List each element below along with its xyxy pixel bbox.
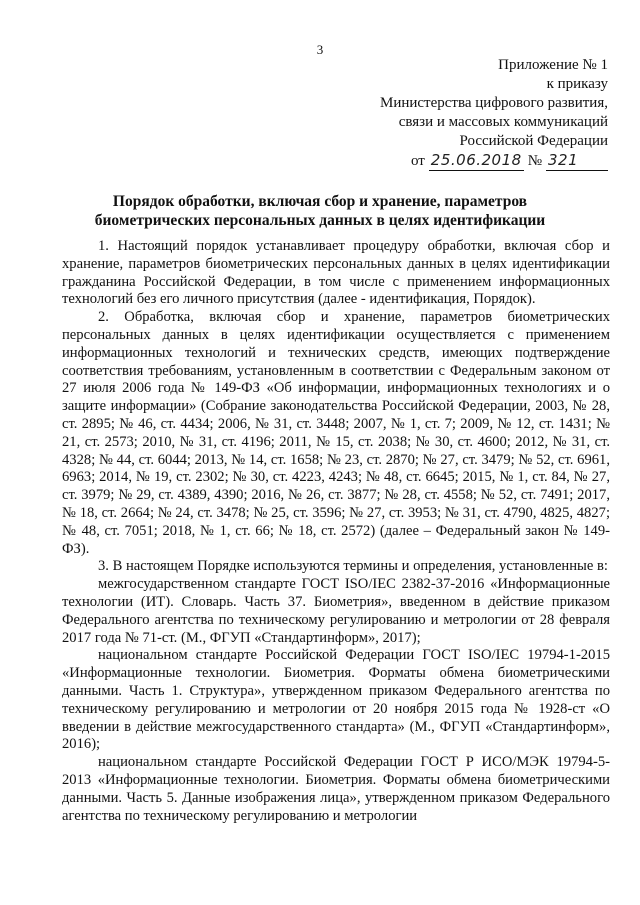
standard-item-1: межгосударственном стандарте ГОСТ ISO/IEC 2382-37-2016 «Информационные технологии (ИТ). Словарь. Часть 37. Биометрия», введенном в действие приказом Федерального агентства по техническому регулированию и метрологии от 28 февраля 2017 года № 71-ст. (М., ФГУП «Стандартинформ», 2017);: [62, 576, 610, 646]
document-title: Порядок обработки, включая сбор и хранение, параметров биометрических персональных данных в целях идентификации: [94, 193, 546, 229]
attachment-header: [380, 56, 608, 171]
standard-item-3: национальном стандарте Российской Федерации ГОСТ Р ИСО/МЭК 19794-5-2013 «Информационные технологии. Биометрия. Форматы обмена биометрическими данными. Часть 5. Данные изображения лица», утвержденном приказом Федерального агентства по техническому регулированию и метрологии: [62, 754, 610, 824]
date-prefix: от: [410, 153, 425, 169]
order-date-number-line: [380, 151, 608, 171]
standard-item-2: национальном стандарте Российской Федерации ГОСТ ISO/IEC 19794-1-2015 «Информационные технологии. Биометрия. Форматы обмена биометрическими данными. Часть 1. Структура», утвержденном приказом Федерального агентства по техническому регулированию и метрологии от 20 ноября 2015 года № 1928-ст «О введении в действие межгосударственного стандарта» (М., ФГУП «Стандартинформ», 2016);: [62, 647, 610, 753]
handwritten-date: 25.06.2018: [430, 151, 522, 169]
paragraph-2: 2. Обработка, включая сбор и хранение, параметров биометрических персональных данных в целях идентификации осуществляется с применением информационных технологий и технических средств, имеющих подтверждение соответствия требованиям, установленным в соответствии с Федеральным законом от 27 июля 2006 года № 149-ФЗ «Об информации, информационных технологиях и о защите информации» (Собрание законодательства Российской Федерации, 2003, № 28, ст. 2895; № 46, ст. 4434; 2006, № 31, ст. 3448; 2007, № 1, ст. 7; 2009, № 12, ст. 1431; № 21, ст. 2573; 2010, № 31, ст. 4196; 2011, № 15, ст. 2038; № 30, ст. 4600; 2012, № 31, ст. 4328; № 44, ст. 6044; 2013, № 14, ст. 1658; № 23, ст. 2870; № 27, ст. 3479; № 52, ст. 6961, 6963; 2014, № 19, ст. 2302; № 30, ст. 4223, 4243; № 48, ст. 6645; 2015, № 1, ст. 84, № 27, ст. 3979; № 29, ст. 4389, 4390; 2016, № 26, ст. 3877; № 28, ст. 4558; № 52, ст. 7491; 2017, № 18, ст. 2664; № 24, ст. 3478; № 25, ст. 3596; № 27, ст. 3953; № 31, ст. 4790, 4825, 4827; № 48, ст. 7051; 2018, № 1, ст. 66; № 18, ст. 2572) (далее – Федеральный закон № 149-ФЗ).: [62, 309, 610, 557]
paragraph-3: 3. В настоящем Порядке используются термины и определения, установленные в:: [98, 558, 608, 575]
paragraph-1: 1. Настоящий порядок устанавливает процедуру обработки, включая сбор и хранение, параметров биометрических персональных данных в целях идентификации гражданина Российской Федерации, в том числе с применением информационных технологий без его личного присутствия (далее - идентификация, Порядок).: [62, 238, 610, 308]
page-number: 3: [316, 42, 324, 57]
handwritten-order-number: 321: [546, 151, 608, 171]
ministry-name-line1: Министерства цифрового развития,: [379, 95, 608, 111]
ministry-name-line2: связи и массовых коммуникаций: [398, 114, 608, 130]
document-body: [62, 238, 610, 825]
attachment-label: Приложение № 1: [498, 57, 608, 73]
order-reference: к приказу: [546, 76, 608, 92]
ministry-name-line3: Российской Федерации: [459, 133, 608, 149]
number-sign: №: [527, 153, 542, 169]
